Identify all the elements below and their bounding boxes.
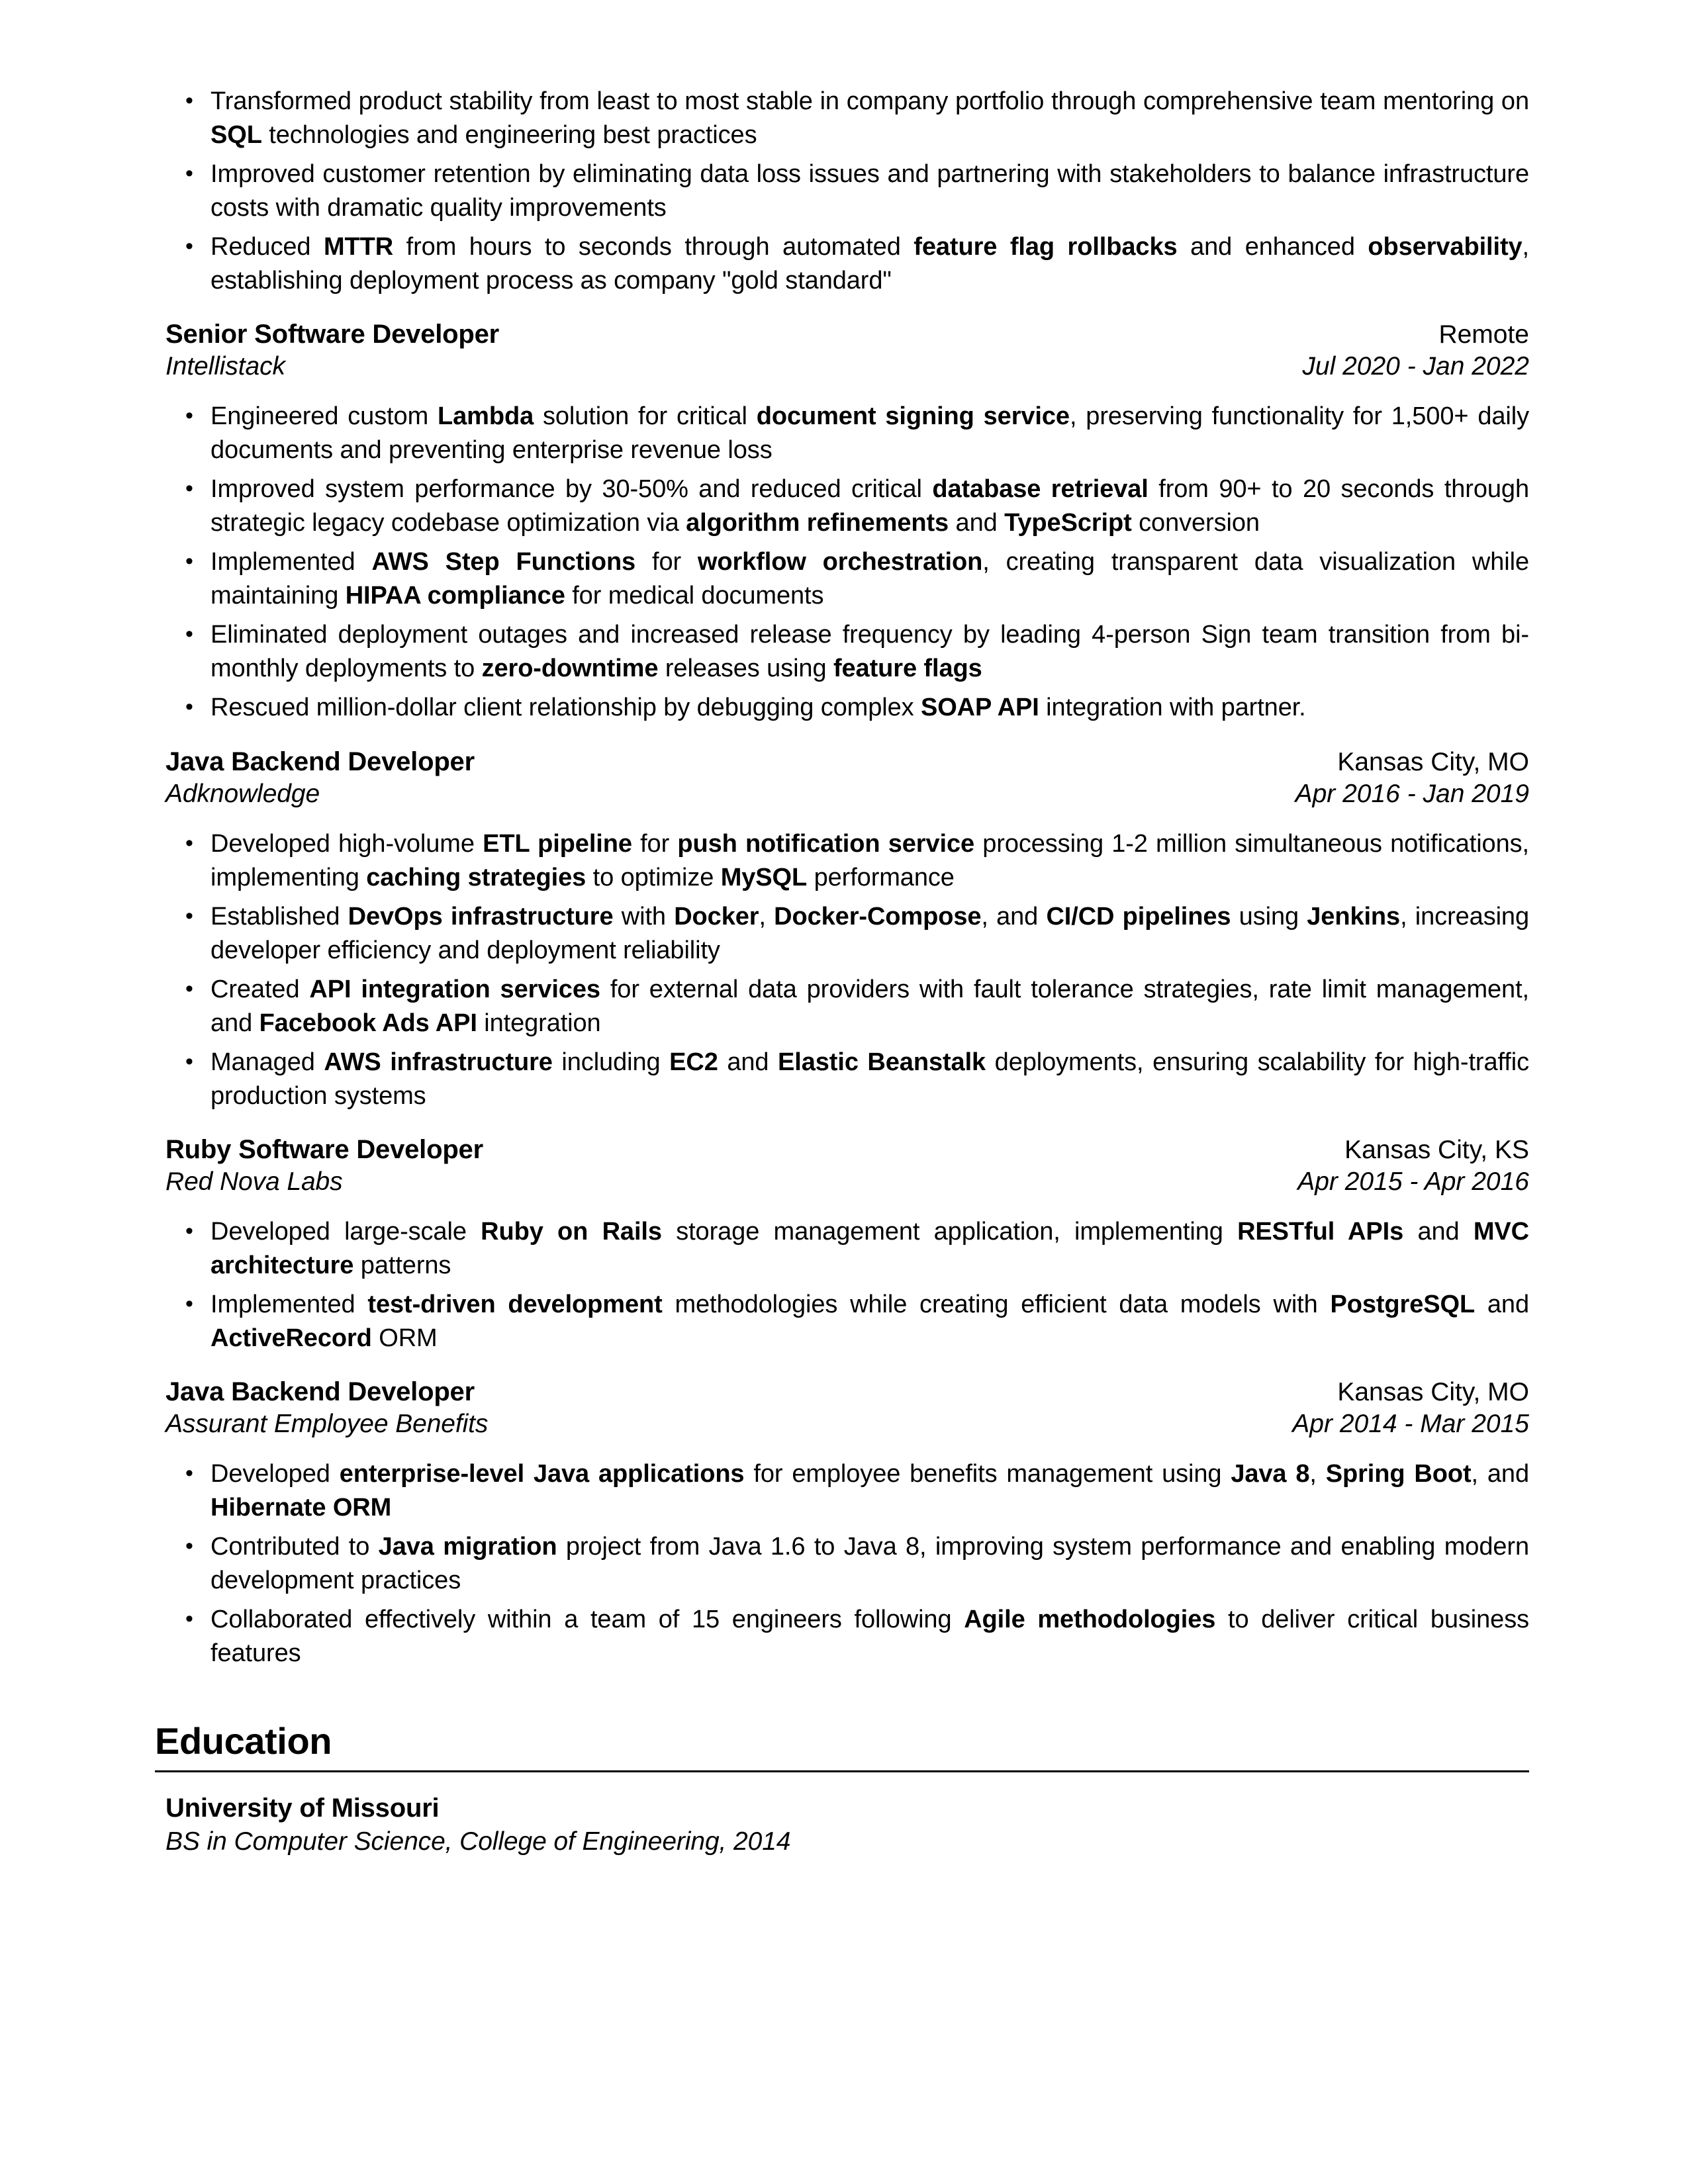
job-dates: Apr 2014 - Mar 2015 [1292,1410,1529,1439]
job-location: Remote [1438,320,1529,349]
bullet-item: • Developed high-volume ETL pipeline for push notification service processing 1-2 million simultaneous notifications, implementing caching strategies to optimize MySQL performance [165,827,1529,894]
experience-entry [165,747,1529,1113]
job-header-row [165,1377,1529,1407]
bullet-list [165,1215,1529,1355]
bullet-item: • Rescued million-dollar client relationship by debugging complex SOAP API integration with partner. [165,691,1529,725]
job-dates: Apr 2015 - Apr 2016 [1297,1167,1529,1197]
job-dates: Apr 2016 - Jan 2019 [1295,779,1529,808]
job-subheader-row [165,352,1529,381]
job-subheader-row [165,1167,1529,1197]
job-subheader-row [165,1410,1529,1439]
experience-section [165,320,1529,1670]
experience-entry [165,1377,1529,1670]
bullet-item: • Developed enterprise-level Java applications for employee benefits management using Java 8, Spring Boot, and Hibernate ORM [165,1457,1529,1524]
bullet-item: • Managed AWS infrastructure including EC2 and Elastic Beanstalk deployments, ensuring scalability for high-traffic production systems [165,1046,1529,1113]
continued-bullet-list [165,85,1529,297]
experience-entry [165,1135,1529,1355]
bullet-item: • Implemented test-driven development methodologies while creating efficient data models with PostgreSQL and ActiveRecord ORM [165,1288,1529,1355]
bullet-item: • Improved system performance by 30-50% and reduced critical database retrieval from 90+ to 20 seconds through strategic legacy codebase optimization via algorithm refinements and TypeScript conversion [165,473,1529,539]
education-entry [165,1794,1529,1856]
job-company: Red Nova Labs [165,1167,343,1197]
education-divider [155,1770,1529,1772]
job-location: Kansas City, MO [1337,1378,1529,1407]
job-bullets [165,1457,1529,1670]
education-degree: BS in Computer Science, College of Engineering, 2014 [165,1827,791,1856]
job-title: Java Backend Developer [165,747,475,776]
bullet-item: • Engineered custom Lambda solution for critical document signing service, preserving functionality for 1,500+ daily documents and preventing enterprise revenue loss [165,400,1529,467]
bullet-item: • Eliminated deployment outages and increased release frequency by leading 4-person Sign team transition from bi-monthly deployments to zero-downtime releases using feature flags [165,618,1529,685]
job-title: Senior Software Developer [165,320,500,349]
job-header-row [165,320,1529,349]
bullet-item: • Created API integration services for external data providers with fault tolerance strategies, rate limit management, and Facebook Ads API integration [165,973,1529,1040]
job-location: Kansas City, KS [1344,1136,1529,1165]
job-bullets [165,827,1529,1113]
education-section [155,1719,1529,1856]
education-heading: Education [155,1719,332,1762]
bullet-item: • Reduced MTTR from hours to seconds through automated feature flag rollbacks and enhanced observability, establishing deployment process as company "gold standard" [165,230,1529,297]
job-subheader-row [165,780,1529,809]
bullet-list [165,1457,1529,1670]
education-school: University of Missouri [165,1793,440,1823]
job-header-row [165,1135,1529,1165]
job-title: Ruby Software Developer [165,1135,483,1165]
bullet-list [165,400,1529,725]
bullet-list [165,827,1529,1113]
bullet-item: • Established DevOps infrastructure with Docker, Docker-Compose, and CI/CD pipelines using Jenkins, increasing developer efficiency and deployment reliability [165,900,1529,967]
job-location: Kansas City, MO [1337,747,1529,776]
experience-entry [165,320,1529,725]
bullet-item: • Transformed product stability from least to most stable in company portfolio through comprehensive team mentoring on SQL technologies and engineering best practices [165,85,1529,152]
job-company: Assurant Employee Benefits [165,1410,489,1439]
bullet-item: • Improved customer retention by eliminating data loss issues and partnering with stakeholders to balance infrastructure costs with dramatic quality improvements [165,158,1529,224]
bullet-item: • Contributed to Java migration project from Java 1.6 to Java 8, improving system performance and enabling modern development practices [165,1530,1529,1597]
job-header-row [165,747,1529,777]
education-entries [165,1794,1529,1856]
job-bullets [165,400,1529,725]
bullet-item: • Collaborated effectively within a team of 15 engineers following Agile methodologies to deliver critical business features [165,1603,1529,1670]
job-title: Java Backend Developer [165,1377,475,1407]
bullet-item: • Developed large-scale Ruby on Rails storage management application, implementing RESTful APIs and MVC architecture patterns [165,1215,1529,1282]
job-company: Adknowledge [165,779,320,808]
job-company: Intellistack [165,352,285,381]
bullet-item: • Implemented AWS Step Functions for workflow orchestration, creating transparent data visualization while maintaining HIPAA compliance for medical documents [165,545,1529,612]
job-bullets [165,1215,1529,1355]
page-content [155,0,1530,1856]
job-dates: Jul 2020 - Jan 2022 [1302,352,1529,381]
